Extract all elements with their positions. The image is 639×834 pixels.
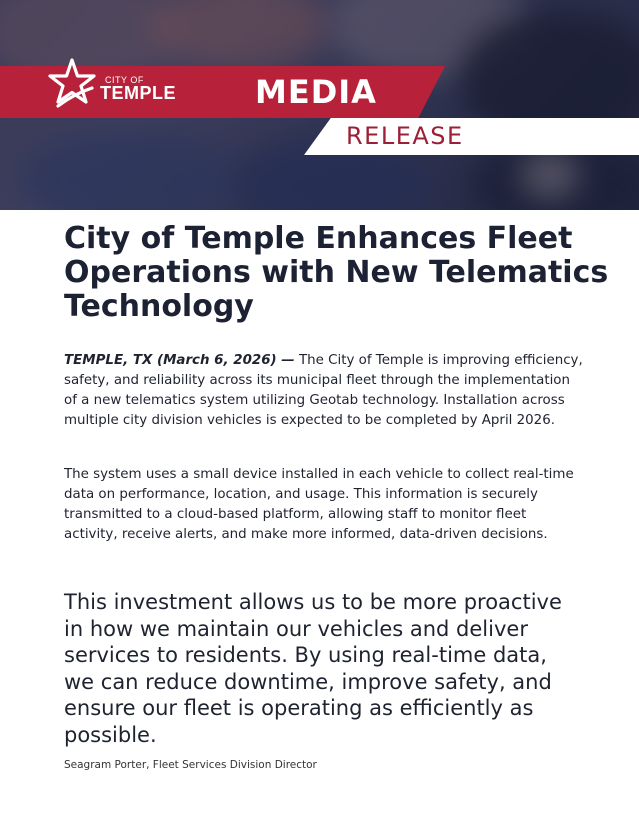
release-label: RELEASE (346, 122, 464, 150)
body-paragraph: The system uses a small device installed in each vehicle to collect real-time data on performance, location, and usage. This information is securely transmitted to a cloud-based platform, allowing staff to monitor fleet activity, receive alerts, and make more informed, data-driven decisions. (64, 467, 574, 542)
intro-paragraph (64, 351, 584, 431)
quote-attribution: Seagram Porter, Fleet Services Division Director (64, 759, 317, 771)
header-banner (0, 0, 639, 210)
star-icon (48, 58, 108, 118)
pull-quote: This investment allows us to be more proactive in how we maintain our vehicles and deliver services to residents. By using real-time data, we can reduce downtime, improve safety, and ensure our fleet is operating as efficiently as possible. (64, 590, 562, 747)
logo-big-text: TEMPLE (100, 83, 177, 103)
intro-paragraph-text: The City of Temple is improving efficiency, safety, and reliability across its municipal fleet through the implementation of a new telematics system utilizing Geotab technology. Installation across multiple city division vehicles is expected to be completed by April 2026. (64, 353, 583, 428)
media-label: MEDIA (255, 73, 377, 111)
page-title: City of Temple Enhances Fleet Operations with New Telematics Technology (64, 221, 609, 324)
dateline: TEMPLE, TX (March 6, 2026) — (64, 353, 295, 368)
logo-small-text: CITY OF (105, 75, 144, 85)
city-of-temple-logo (48, 58, 183, 118)
